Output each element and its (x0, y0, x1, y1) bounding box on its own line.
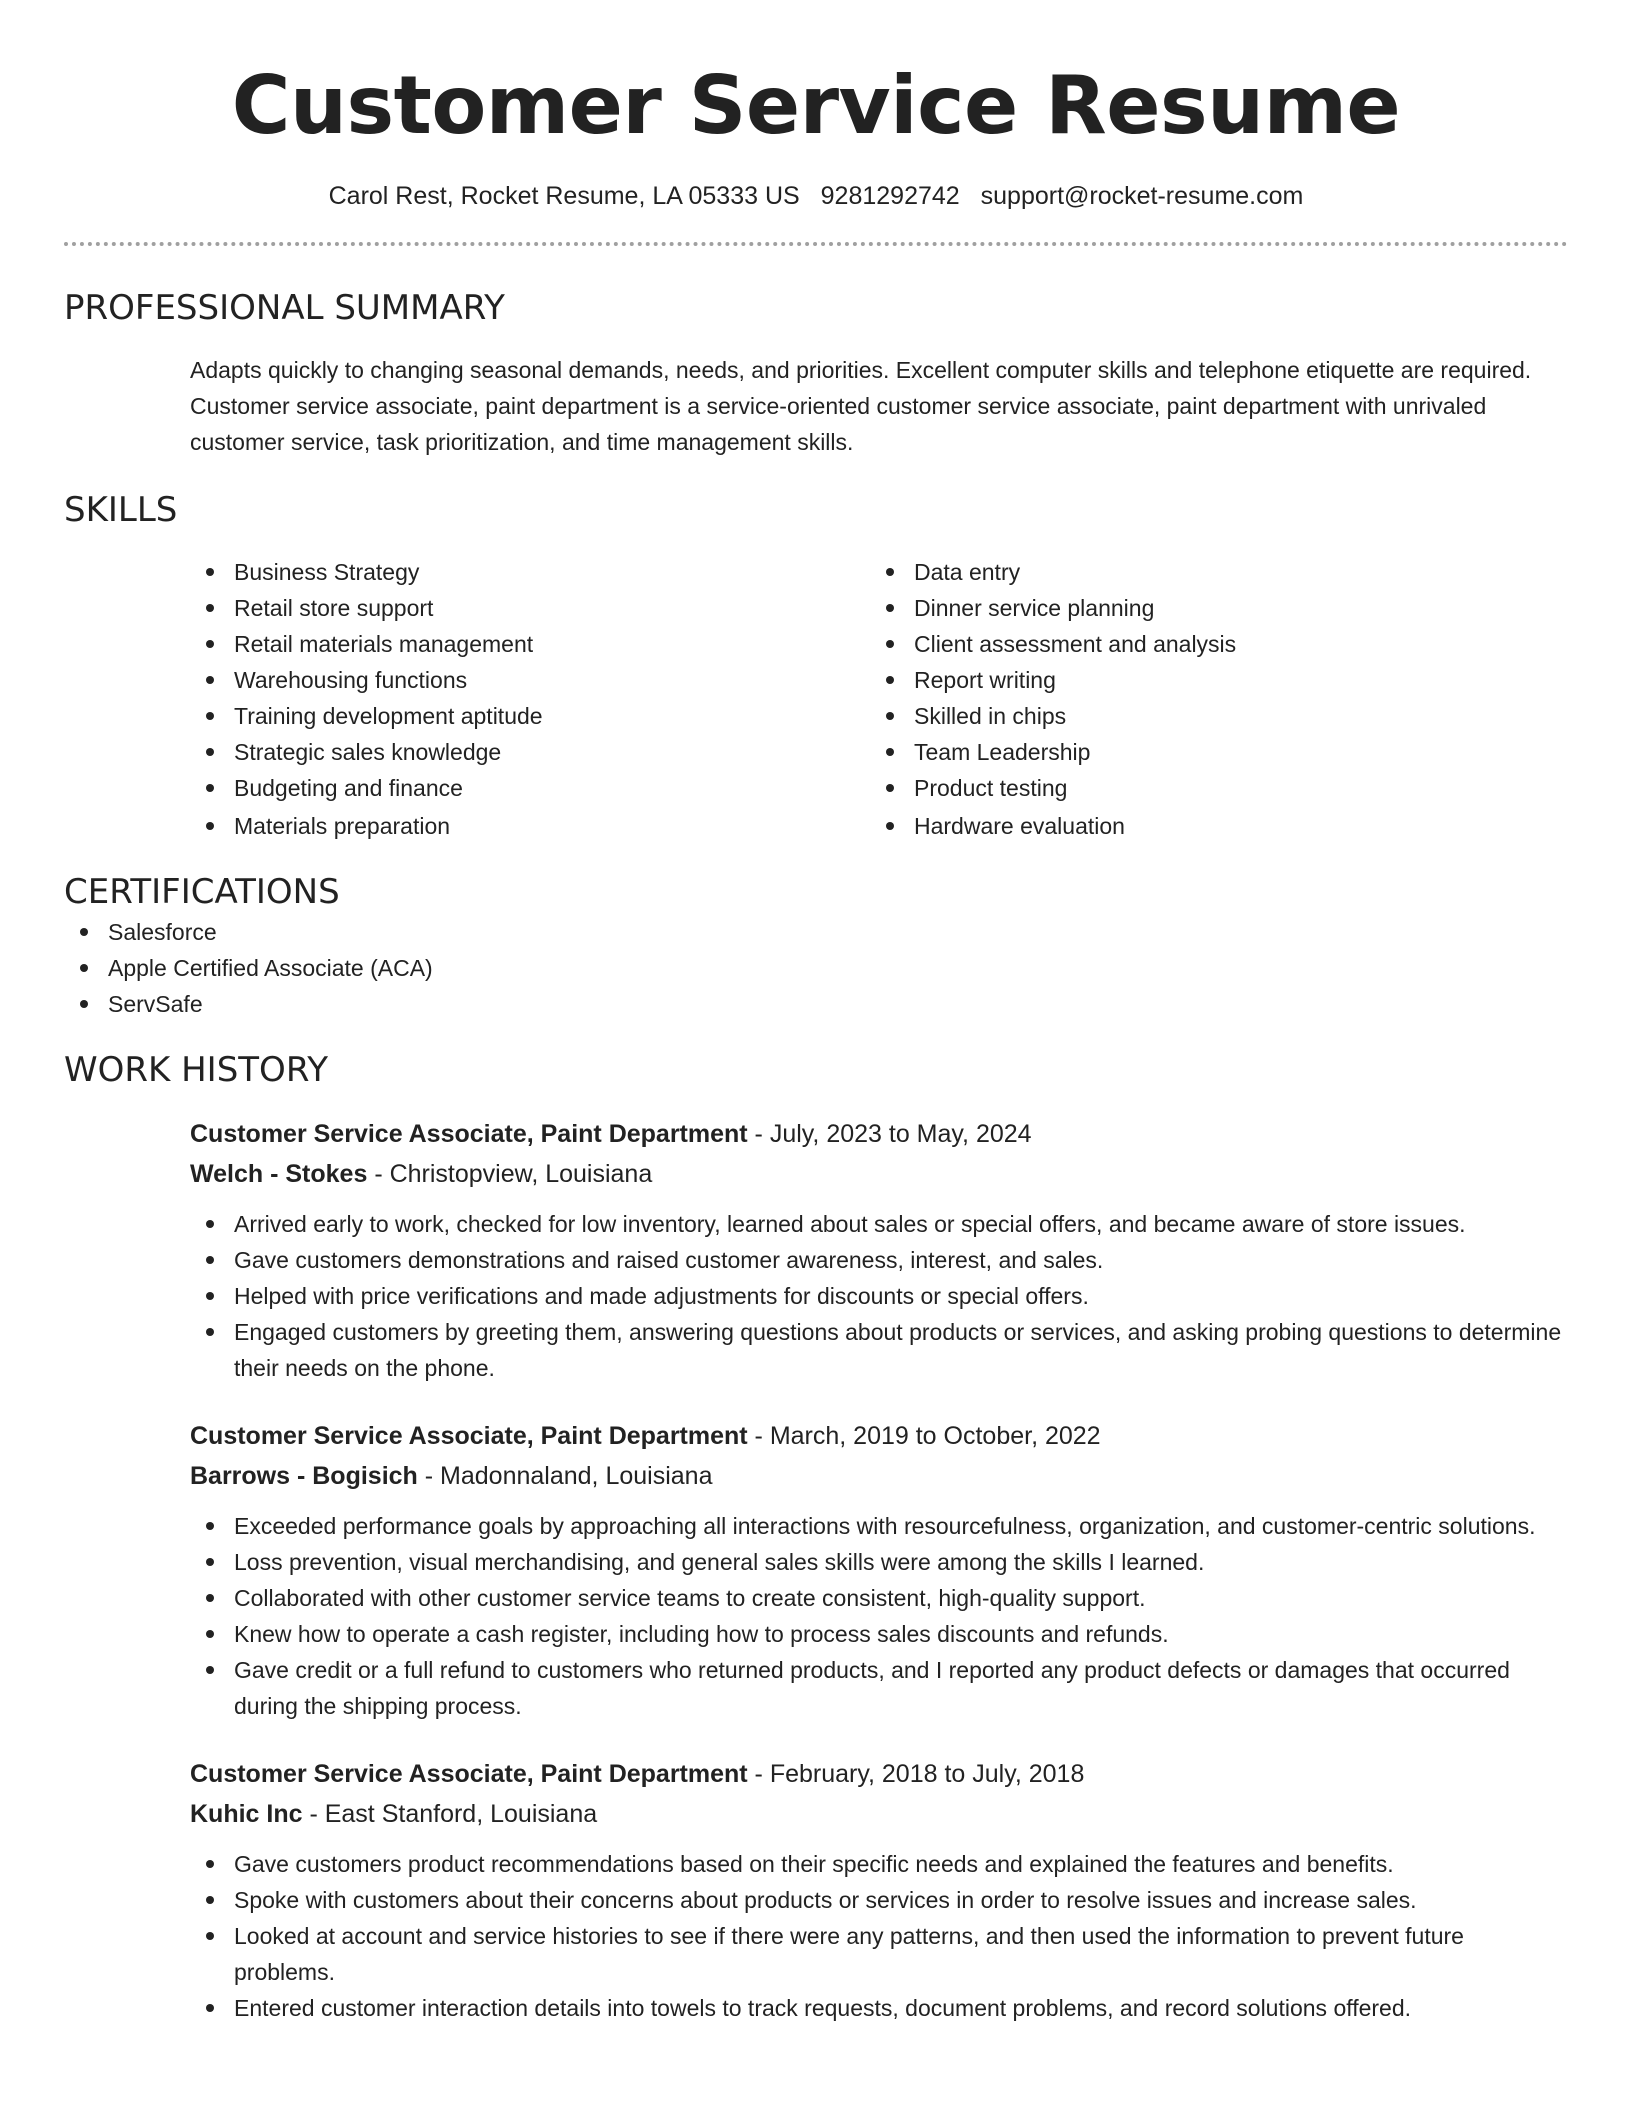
bullet-icon (206, 568, 214, 576)
job-title: Customer Service Associate, Paint Department (190, 1422, 748, 1450)
list-item: ServSafe (64, 986, 1568, 1022)
job-entry (190, 1754, 1568, 2026)
job-company: Kuhic Inc (190, 1800, 303, 1828)
section-summary (64, 286, 1568, 460)
job-dates: - July, 2023 to May, 2024 (747, 1120, 1032, 1148)
summary-heading: PROFESSIONAL SUMMARY (64, 288, 505, 328)
list-item: Retail store support (190, 590, 870, 626)
bullet-icon (206, 1220, 214, 1228)
skills-grid (190, 554, 1568, 844)
list-item: Retail materials management (190, 626, 870, 662)
skills-list-right (870, 554, 1550, 844)
summary-text: Adapts quickly to changing seasonal demands, needs, and priorities. Excellent computer skills and telephone etiquette are required. Customer service associate, paint department is a service-oriented customer service associate, paint department with unrivaled customer service, task prioritization, and time management skills. (190, 357, 1532, 455)
skills-column-left (190, 554, 870, 844)
list-item: Entered customer interaction details into towels to track requests, document problems, and record solutions offered. (190, 1990, 1568, 2026)
bullet-icon (206, 1896, 214, 1904)
job-location: - Christopview, Louisiana (367, 1160, 653, 1188)
job-dates: - March, 2019 to October, 2022 (747, 1422, 1101, 1450)
list-item: Business Strategy (190, 554, 870, 590)
work-history-heading: WORK HISTORY (64, 1050, 329, 1090)
bullet-icon (206, 712, 214, 720)
job-company-line (190, 1456, 1568, 1496)
certifications-heading: CERTIFICATIONS (64, 872, 340, 912)
bullet-icon (80, 964, 88, 972)
list-item: Warehousing functions (190, 662, 870, 698)
list-item: Strategic sales knowledge (190, 734, 870, 770)
bullet-icon (886, 712, 894, 720)
contact-email: support@rocket-resume.com (980, 182, 1304, 210)
bullet-icon (886, 784, 894, 792)
list-item: Client assessment and analysis (870, 626, 1550, 662)
list-item: Gave customers product recommendations based on their specific needs and explained the features and benefits. (190, 1846, 1568, 1882)
job-company: Barrows - Bogisich (190, 1462, 418, 1490)
job-duties-list (190, 1846, 1568, 2026)
resume-title: Customer Service Resume (231, 59, 1401, 152)
bullet-icon (206, 1256, 214, 1264)
bullet-icon (206, 748, 214, 756)
bullet-icon (80, 928, 88, 936)
list-item: Gave credit or a full refund to customers who returned products, and I reported any product defects or damages that occurred during the shipping process. (190, 1652, 1568, 1724)
job-location: - East Stanford, Louisiana (302, 1800, 598, 1828)
list-item: Materials preparation (190, 808, 870, 844)
bullet-icon (886, 568, 894, 576)
list-item: Helped with price verifications and made adjustments for discounts or special offers. (190, 1278, 1568, 1314)
header-divider (64, 242, 1568, 246)
resume-page (64, 0, 1568, 2026)
list-item: Skilled in chips (870, 698, 1550, 734)
bullet-icon (886, 748, 894, 756)
bullet-icon (206, 1522, 214, 1530)
bullet-icon (206, 1594, 214, 1602)
list-item: Looked at account and service histories to see if there were any patterns, and then used the information to prevent future problems. (190, 1918, 1568, 1990)
bullet-icon (886, 604, 894, 612)
bullet-icon (206, 2004, 214, 2012)
section-certifications (64, 870, 1568, 1022)
contact-line (64, 180, 1568, 212)
bullet-icon (206, 1860, 214, 1868)
list-item: Exceeded performance goals by approaching all interactions with resourcefulness, organization, and customer-centric solutions. (190, 1508, 1568, 1544)
bullet-icon (206, 1666, 214, 1674)
list-item: Gave customers demonstrations and raised customer awareness, interest, and sales. (190, 1242, 1568, 1278)
contact-address: Carol Rest, Rocket Resume, LA 05333 US (328, 182, 800, 210)
job-company: Welch - Stokes (190, 1160, 368, 1188)
bullet-icon (206, 822, 214, 830)
job-duties-list (190, 1206, 1568, 1386)
job-title: Customer Service Associate, Paint Department (190, 1120, 748, 1148)
list-item: Loss prevention, visual merchandising, and general sales skills were among the skills I learned. (190, 1544, 1568, 1580)
list-item: Product testing (870, 770, 1550, 806)
list-item: Salesforce (64, 914, 1568, 950)
bullet-icon (206, 640, 214, 648)
list-item: Data entry (870, 554, 1550, 590)
bullet-icon (886, 640, 894, 648)
bullet-icon (206, 1292, 214, 1300)
bullet-icon (886, 676, 894, 684)
list-item: Collaborated with other customer service teams to create consistent, high-quality support. (190, 1580, 1568, 1616)
list-item: Apple Certified Associate (ACA) (64, 950, 1568, 986)
skills-column-right (870, 554, 1550, 844)
job-title: Customer Service Associate, Paint Department (190, 1760, 748, 1788)
list-item: Team Leadership (870, 734, 1550, 770)
skills-heading: SKILLS (64, 490, 178, 530)
list-item: Budgeting and finance (190, 770, 870, 806)
list-item: Training development aptitude (190, 698, 870, 734)
section-skills (64, 488, 1568, 844)
skills-list-left (190, 554, 870, 844)
contact-phone: 9281292742 (820, 182, 960, 210)
list-item: Spoke with customers about their concerns about products or services in order to resolve issues and increase sales. (190, 1882, 1568, 1918)
bullet-icon (80, 1000, 88, 1008)
job-entry (190, 1416, 1568, 1724)
bullet-icon (206, 1328, 214, 1336)
section-work-history (64, 1048, 1568, 2026)
job-title-line (190, 1114, 1568, 1154)
list-item: Dinner service planning (870, 590, 1550, 626)
list-item: Hardware evaluation (870, 808, 1550, 844)
job-duties-list (190, 1508, 1568, 1724)
bullet-icon (206, 604, 214, 612)
bullet-icon (206, 676, 214, 684)
job-dates: - February, 2018 to July, 2018 (747, 1760, 1085, 1788)
list-item: Arrived early to work, checked for low inventory, learned about sales or special offers, and became aware of store issues. (190, 1206, 1568, 1242)
job-company-line (190, 1154, 1568, 1194)
bullet-icon (206, 784, 214, 792)
list-item: Knew how to operate a cash register, including how to process sales discounts and refunds. (190, 1616, 1568, 1652)
bullet-icon (886, 822, 894, 830)
list-item: Report writing (870, 662, 1550, 698)
job-title-line (190, 1754, 1568, 1794)
list-item: Engaged customers by greeting them, answering questions about products or services, and asking probing questions to determine their needs on the phone. (190, 1314, 1568, 1386)
job-title-line (190, 1416, 1568, 1456)
job-location: - Madonnaland, Louisiana (417, 1462, 713, 1490)
bullet-icon (206, 1932, 214, 1940)
certifications-list (64, 914, 1568, 1022)
bullet-icon (206, 1558, 214, 1566)
job-entry (190, 1114, 1568, 1386)
bullet-icon (206, 1630, 214, 1638)
job-company-line (190, 1794, 1568, 1834)
